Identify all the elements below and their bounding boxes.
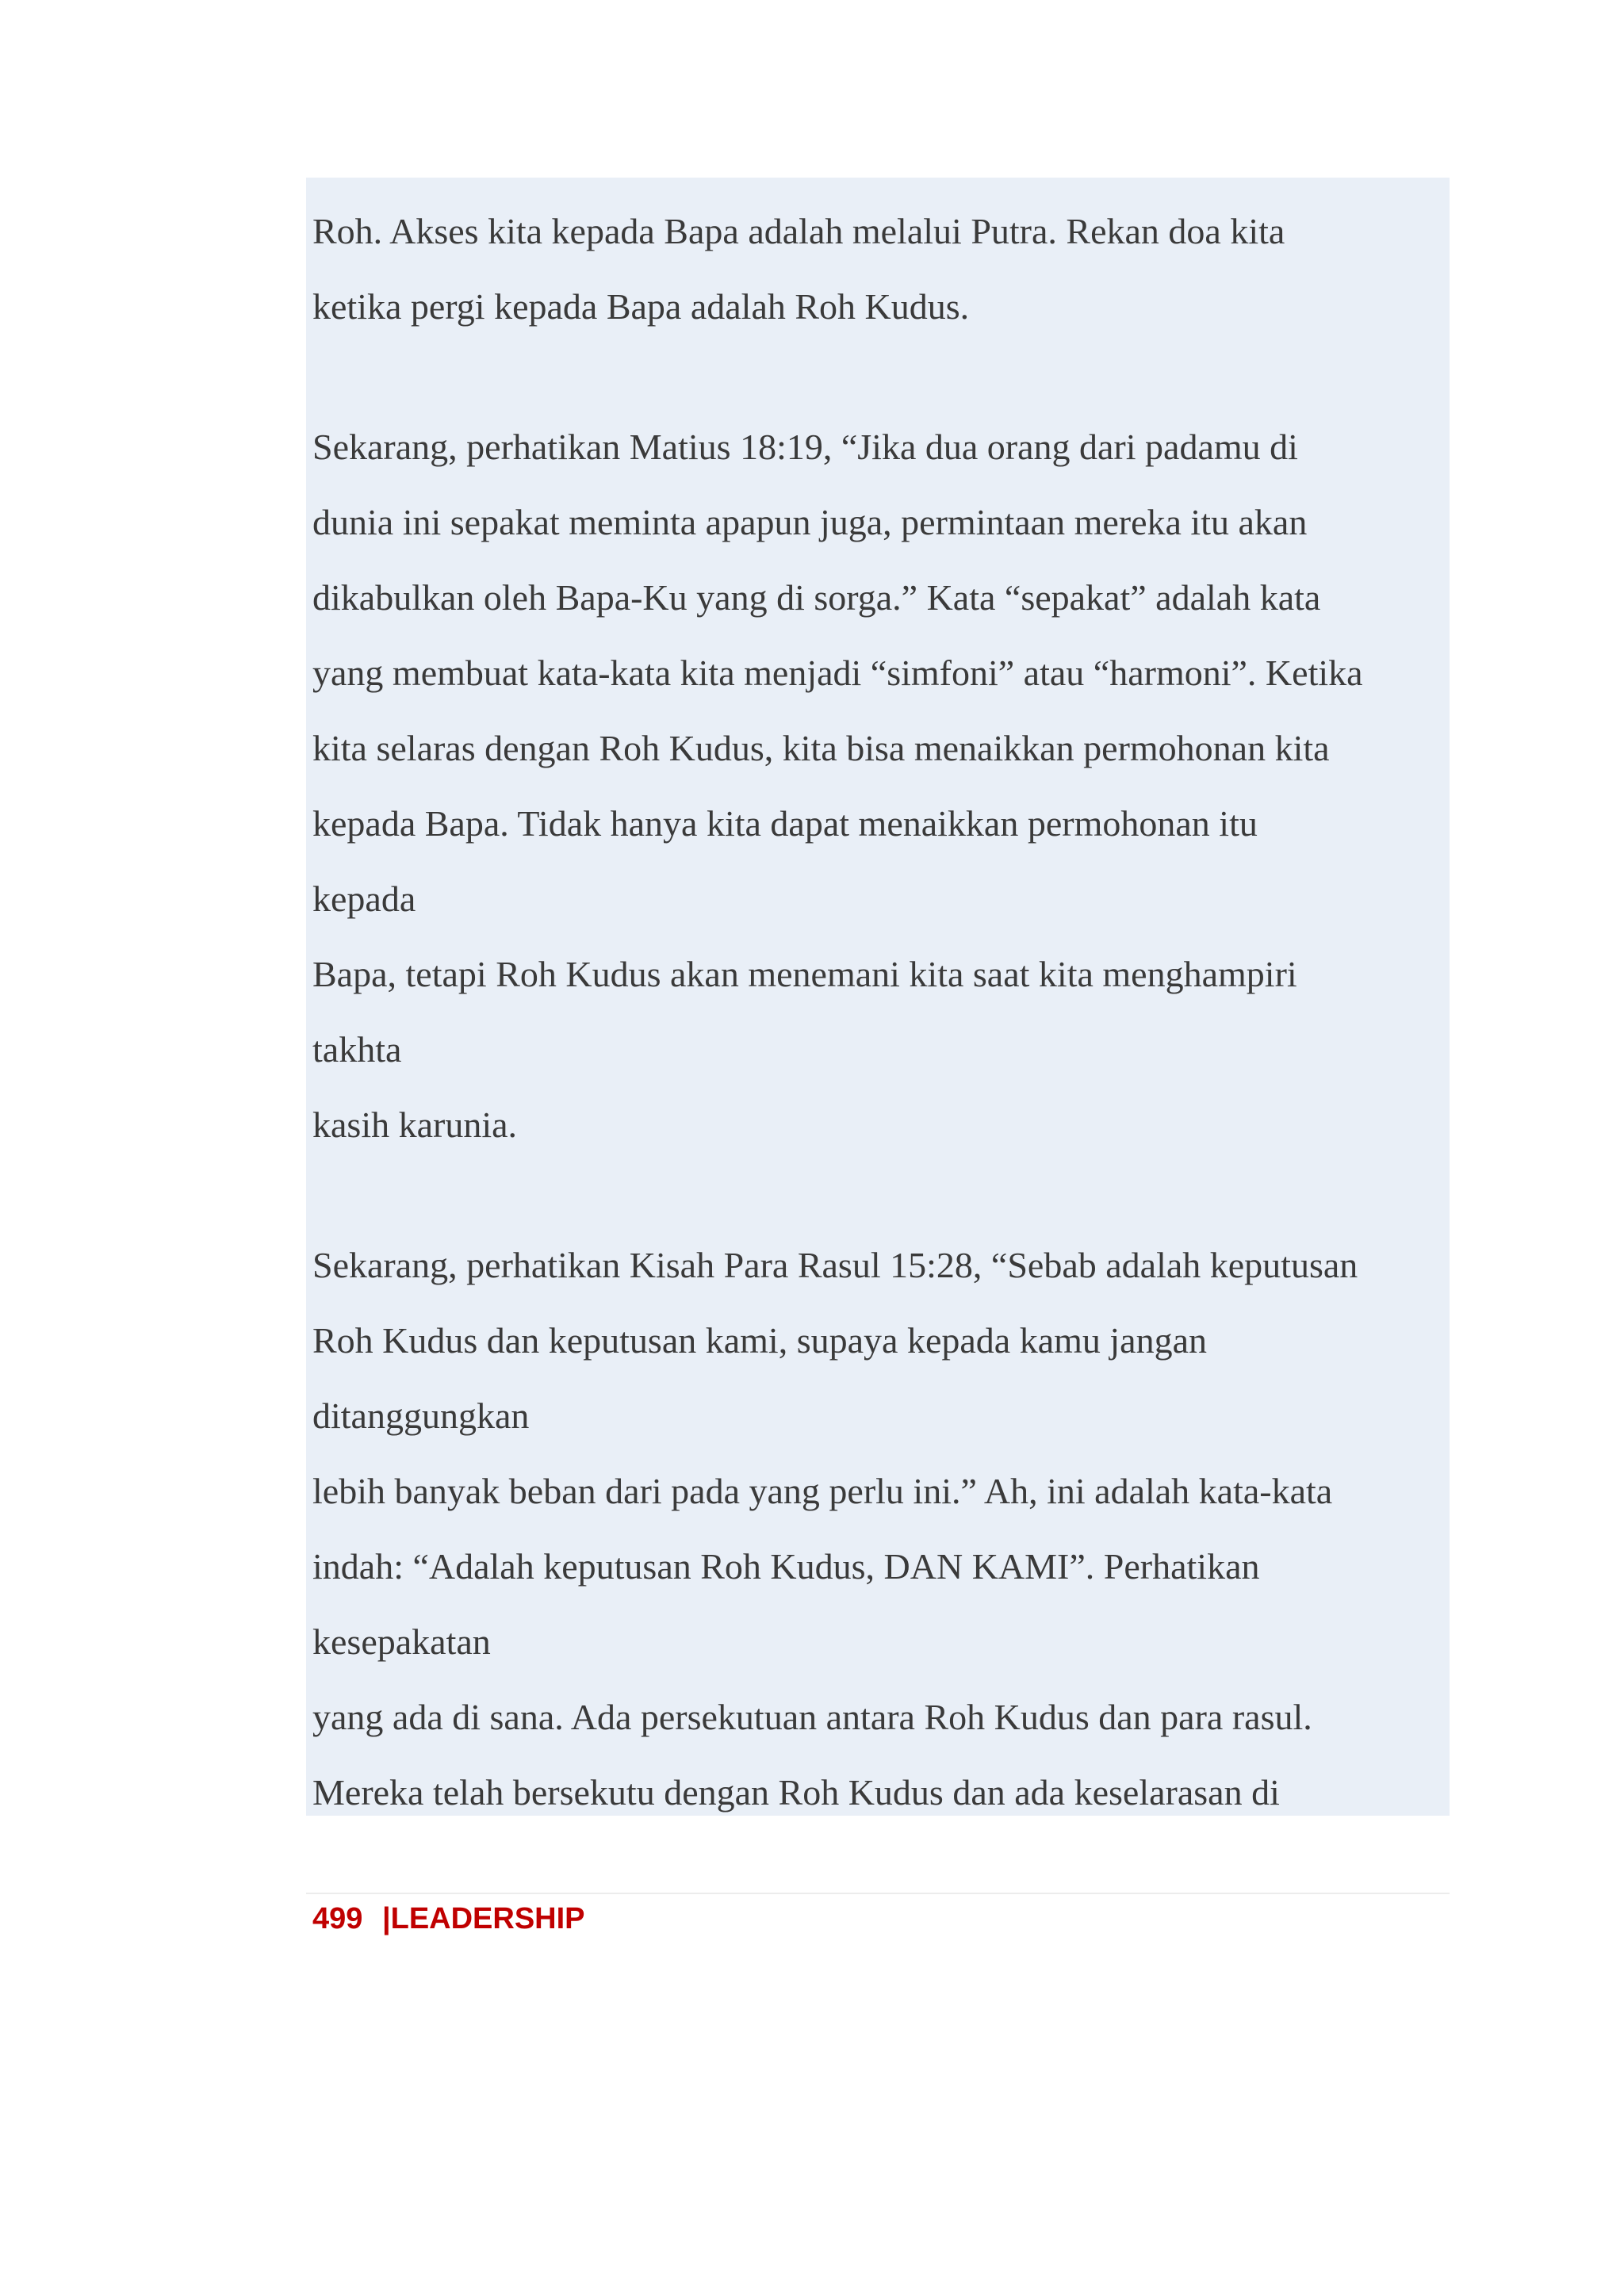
text-line: Bapa, tetapi Roh Kudus akan menemani kita saat kita menghampiri: [312, 954, 1297, 994]
body-text: [312, 205, 1454, 1841]
text-line: kepada: [312, 879, 416, 919]
text-line: Sekarang, perhatikan Kisah Para Rasul 15:28, “Sebab adalah keputusan: [312, 1245, 1358, 1285]
section-title: LEADERSHIP: [390, 1902, 585, 1935]
text-line: Sekarang, perhatikan Matius 18:19, “Jika dua orang dari padamu di: [312, 427, 1298, 467]
text-line: Roh Kudus dan keputusan kami, supaya kepada kamu jangan: [312, 1320, 1208, 1361]
text-line: yang membuat kata-kata kita menjadi “simfoni” atau “harmoni”. Ketika: [312, 653, 1363, 693]
footer-separator: |: [381, 1902, 391, 1935]
footer-divider: [306, 1893, 1450, 1894]
text-line: kita selaras dengan Roh Kudus, kita bisa menaikkan permohonan kita: [312, 728, 1330, 768]
text-line: kasih karunia.: [312, 1104, 518, 1145]
text-line: ditanggungkan: [312, 1395, 530, 1436]
text-line: kesepakatan: [312, 1621, 491, 1662]
paragraph-gap: [312, 1173, 1454, 1238]
text-line: yang ada di sana. Ada persekutuan antara Roh Kudus dan para rasul.: [312, 1697, 1312, 1737]
text-line: kepada Bapa. Tidak hanya kita dapat menaikkan permohonan itu: [312, 803, 1258, 844]
page-footer: [312, 1900, 585, 1938]
text-line: indah: “Adalah keputusan Roh Kudus, DAN KAMI”. Perhatikan: [312, 1546, 1260, 1587]
text-line: lebih banyak beban dari pada yang perlu ini.” Ah, ini adalah kata-kata: [312, 1471, 1333, 1511]
text-line: Roh. Akses kita kepada Bapa adalah melalui Putra. Rekan doa kita: [312, 211, 1285, 251]
text-line: ketika pergi kepada Bapa adalah Roh Kudus.: [312, 286, 970, 327]
page-number: 499: [312, 1902, 363, 1935]
text-line: dunia ini sepakat meminta apapun juga, permintaan mereka itu akan: [312, 502, 1308, 542]
text-line: dikabulkan oleh Bapa-Ku yang di sorga.” Kata “sepakat” adalah kata: [312, 577, 1321, 618]
text-line: Mereka telah bersekutu dengan Roh Kudus dan ada keselarasan di: [312, 1772, 1280, 1813]
paragraph-gap: [312, 355, 1454, 420]
text-line: takhta: [312, 1029, 402, 1070]
